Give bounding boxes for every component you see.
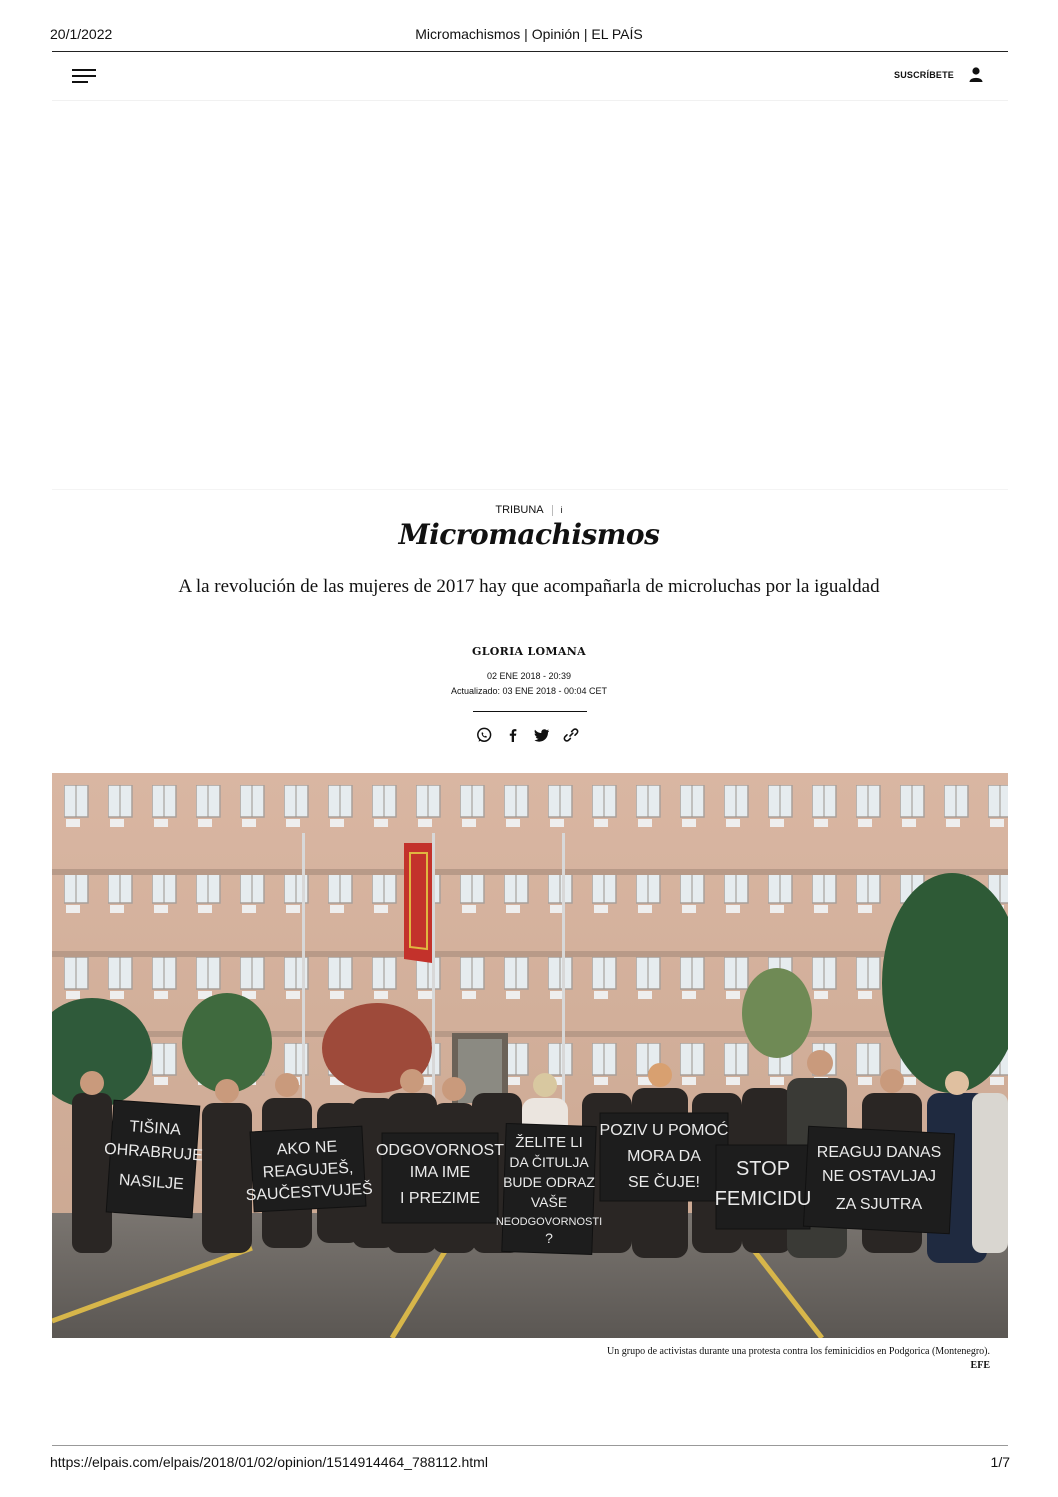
- twitter-icon[interactable]: [534, 727, 550, 743]
- svg-text:AKO NE: AKO NE: [276, 1138, 338, 1159]
- user-icon[interactable]: [968, 66, 984, 82]
- section-kicker: [0, 504, 1058, 516]
- svg-text:MORA DA: MORA DA: [627, 1148, 701, 1165]
- photo-caption: Un grupo de activistas durante una protesta contra los feminicidios en Podgorica (Montenegro).: [607, 1346, 990, 1357]
- article-photo: [52, 773, 1008, 1338]
- svg-text:NASILJE: NASILJE: [118, 1171, 185, 1194]
- svg-text:NE OSTAVLJAJ: NE OSTAVLJAJ: [821, 1168, 937, 1185]
- updated-date: Actualizado: 03 ENE 2018 - 00:04 CET: [450, 686, 608, 696]
- subtitle: A la revolución de las mujeres de 2017 hay que acompañarla de microluchas por la igualdad: [178, 576, 880, 597]
- share-bar: [476, 727, 580, 745]
- svg-text:DA ČITULJA: DA ČITULJA: [509, 1154, 589, 1170]
- svg-text:I PREZIME: I PREZIME: [399, 1190, 481, 1207]
- svg-text:ODGOVORNOST: ODGOVORNOST: [375, 1142, 505, 1159]
- svg-text:REAGUJ DANAS: REAGUJ DANAS: [816, 1144, 942, 1161]
- headline: Micromachismos: [398, 518, 660, 551]
- print-url[interactable]: https://elpais.com/elpais/2018/01/02/opinion/1514914464_788112.html: [50, 1454, 488, 1470]
- svg-text:IMA IME: IMA IME: [409, 1164, 471, 1181]
- section-label[interactable]: TRIBUNA: [495, 504, 544, 516]
- print-title: Micromachismos | Opinión | EL PAÍS: [415, 26, 643, 42]
- svg-text:NEODGOVORNOSTI: NEODGOVORNOSTI: [495, 1216, 603, 1228]
- facebook-icon[interactable]: [505, 727, 521, 743]
- svg-text:TIŠINA: TIŠINA: [128, 1118, 182, 1139]
- print-header: [50, 26, 1008, 46]
- svg-text:FEMICIDU: FEMICIDU: [714, 1188, 812, 1210]
- svg-text:SE ČUJE!: SE ČUJE!: [627, 1174, 701, 1191]
- subscribe-button[interactable]: SUSCRÍBETE: [894, 70, 955, 80]
- svg-text:VAŠE: VAŠE: [530, 1194, 568, 1210]
- published-date: 02 ENE 2018 - 20:39: [486, 671, 572, 681]
- svg-text:POZIV U POMOĆ: POZIV U POMOĆ: [599, 1122, 729, 1139]
- page-number: 1/7: [990, 1454, 1010, 1470]
- svg-text:ŽELITE LI: ŽELITE LI: [515, 1134, 583, 1151]
- svg-text:STOP: STOP: [735, 1158, 791, 1180]
- svg-text:SAUČESTVUJEŠ: SAUČESTVUJEŠ: [245, 1180, 374, 1205]
- svg-text:ZA SJUTRA: ZA SJUTRA: [835, 1196, 923, 1213]
- kicker-divider: [552, 505, 553, 516]
- author-name[interactable]: GLORIA LOMANA: [472, 645, 586, 658]
- svg-text:REAGUJEŠ,: REAGUJEŠ,: [262, 1159, 354, 1182]
- footer-rule: [52, 1445, 1008, 1446]
- byline-divider: [473, 711, 587, 712]
- site-navbar: [52, 52, 1008, 101]
- svg-text:OHRABRUJE: OHRABRUJE: [103, 1140, 204, 1165]
- hamburger-icon[interactable]: [72, 69, 96, 83]
- svg-text:BUDE ODRAZ: BUDE ODRAZ: [503, 1174, 595, 1190]
- print-date: 20/1/2022: [50, 26, 113, 42]
- info-icon[interactable]: i: [560, 505, 563, 515]
- whatsapp-icon[interactable]: [476, 727, 492, 743]
- photo-credit: EFE: [970, 1360, 990, 1371]
- ad-space: [52, 101, 1008, 490]
- link-icon[interactable]: [563, 727, 579, 743]
- svg-text:?: ?: [545, 1230, 553, 1246]
